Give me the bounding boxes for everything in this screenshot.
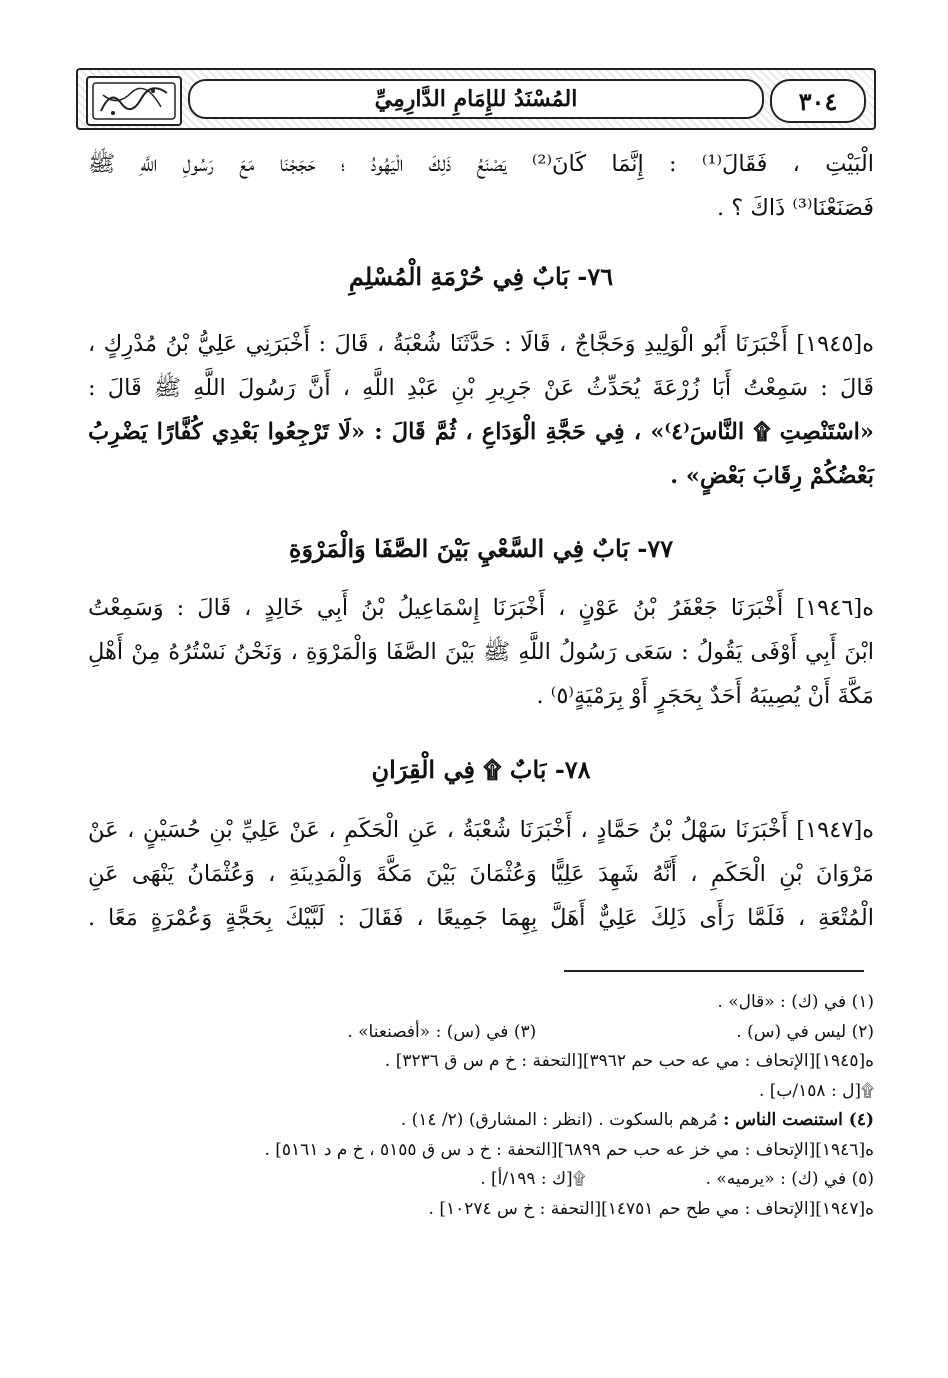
page-header-banner (76, 68, 876, 130)
chapter-heading-77: ٧٧- بَابٌ فِي السَّعْيِ بَيْنَ الصَّفَا وَالْمَرْوَةِ (288, 534, 674, 563)
text-line: ه[١٩٤٥] أَخْبَرَنَا أَبُو الْوَلِيدِ وَحَجَّاجٌ ، قَالَا : حَدَّثَنَا شُعْبَةُ ، قَالَ : أَخْبَرَنِي عَلِيُّ بْنُ مُدْرِكٍ ، (88, 331, 874, 357)
text-line: مَرْوَانَ بْنِ الْحَكَمِ ، أَنَّهُ شَهِدَ عَلِيًّا وَعُثْمَانَ بَيْنَ مَكَّةَ وَالْمَدِينَةِ ، وَعُثْمَانُ يَنْهَى عَنِ (88, 861, 874, 887)
book-emblem-icon (86, 76, 182, 126)
chapter-heading-76: ٧٦- بَابٌ فِي حُرْمَةِ الْمُسْلِمِ (348, 262, 614, 291)
footnotes (88, 988, 874, 1224)
text-line: الْمُتْعَةِ ، فَلَمَّا رَأَى ذَلِكَ عَلِيٌّ أَهَلَّ بِهِمَا جَمِيعًا ، فَقَالَ : لَبَّيْكَ بِحَجَّةٍ وَعُمْرَةٍ مَعًا . (88, 905, 874, 931)
reference-1946: ه[١٩٤٦][الإتحاف : مي خز عه حب حم ٦٨٩٩][التحفة : خ د س ق ٥١٥٥ ، خ م د ٥١٦١] . (264, 1139, 874, 1160)
text-line: قَالَ : سَمِعْتُ أَبَا زُرْعَةَ يُحَدِّثُ عَنْ جَرِيرِ بْنِ عَبْدِ اللَّهِ ، أَنَّ رَسُولَ اللَّهِ ﷺ قَالَ : (88, 375, 874, 401)
hadith-1947 (88, 808, 874, 940)
footnote-row (88, 1165, 874, 1195)
emblem-ornament-icon (91, 81, 177, 121)
text-line: ابْنَ أَبِي أَوْفَى يَقُولُ : سَعَى رَسُولُ اللَّهِ ﷺ بَيْنَ الصَّفَا وَالْمَرْوَةِ ، وَنَحْنُ نَسْتُرُهُ مِنْ أَهْلِ (88, 639, 874, 665)
footnote-4-text: مُرهم بالسكوت . (انظر : المشارق) (٢/ ١٤) . (400, 1110, 718, 1130)
footnote-row (88, 1018, 874, 1048)
hadith-1945 (88, 322, 874, 498)
footnote-1: (١) في (ك) : «قال» . (717, 992, 874, 1012)
intro-paragraph (88, 142, 874, 230)
text-line: «اسْتَنْصِتِ ۩ النَّاسَ⁽٤⁾» ، فِي حَجَّةِ الْوَدَاعِ ، ثُمَّ قَالَ : «لَا تَرْجِعُوا بَعْدِي كُفَّارًا يَضْرِبُ (88, 419, 874, 445)
footnote-row (88, 1047, 874, 1077)
chapter-heading-78: ٧٨- بَابٌ ۩ فِي الْقِرَانِ (371, 755, 591, 784)
text-line: ه[١٩٤٦] أَخْبَرَنَا جَعْفَرُ بْنُ عَوْنٍ ، أَخْبَرَنَا إِسْمَاعِيلُ بْنُ أَبِي خَالِدٍ ، قَالَ : وَسَمِعْتُ (88, 595, 874, 621)
footnote-row (88, 988, 874, 1018)
footnote-row (88, 1106, 874, 1136)
page-number (770, 79, 866, 123)
page-number-text: ٣٠٤ (798, 86, 838, 116)
footnote-4 (401, 1106, 874, 1136)
hadith-1946 (88, 586, 874, 718)
manuscript-ref-2: ۩[ك : ١٩٩/أ] . (480, 1169, 586, 1189)
footnote-5: (٥) في (ك) : «يرميه» . (705, 1169, 874, 1189)
text-line: فَصَنَعْنَا⁽³⁾ ذَاكَ ؟ . (716, 195, 874, 221)
footnote-3: (٣) في (س) : «أفصنعنا» . (347, 1021, 537, 1042)
text-line: بَعْضُكُمْ رِقَابَ بَعْضٍ» . (670, 463, 874, 489)
footnote-row (88, 1136, 874, 1166)
text-line: مَكَّةَ أَنْ يُصِيبَهُ أَحَدٌ بِحَجَرٍ أَوْ بِرَمْيَةٍ⁽٥⁾ . (536, 683, 874, 709)
reference-1947: ه[١٩٤٧][الإتحاف : مي طح حم ١٤٧٥١][التحفة : خ س ١٠٢٧٤] . (428, 1198, 874, 1219)
text-line: ه[١٩٤٧] أَخْبَرَنَا سَهْلُ بْنُ حَمَّادٍ ، أَخْبَرَنَا شُعْبَةُ ، عَنِ الْحَكَمِ ، عَنْ عَلِيِّ بْنِ حُسَيْنٍ ، عَنْ (88, 817, 875, 843)
manuscript-ref-1: ۩[ل : ١٥٨/ب] . (758, 1080, 874, 1101)
footnote-separator (564, 970, 864, 972)
reference-1945: ه[١٩٤٥][الإتحاف : مي عه حب حم ٣٩٦٢][التحفة : خ م س ق ٣٢٣٦] . (384, 1051, 874, 1071)
footnote-4-term: (٤) استنصت الناس : (723, 1110, 874, 1130)
footnote-2: (٢) ليس في (س) . (736, 1021, 874, 1042)
footnote-row (88, 1077, 874, 1107)
footnote-row (88, 1195, 874, 1225)
header-title-frame (188, 79, 764, 119)
text-line: الْبَيْتِ ، فَقَالَ⁽¹⁾ : إِنَّمَا كَانَ⁽²⁾ يَصْنَعُ ذَلِكَ الْيَهُودُ ؛ حَجَجْنَا مَعَ رَسُولِ اللَّهِ ﷺ (88, 151, 874, 177)
running-title: المُسْنَدُ للإِمَامِ الدَّارِمِيِّ (374, 86, 578, 112)
